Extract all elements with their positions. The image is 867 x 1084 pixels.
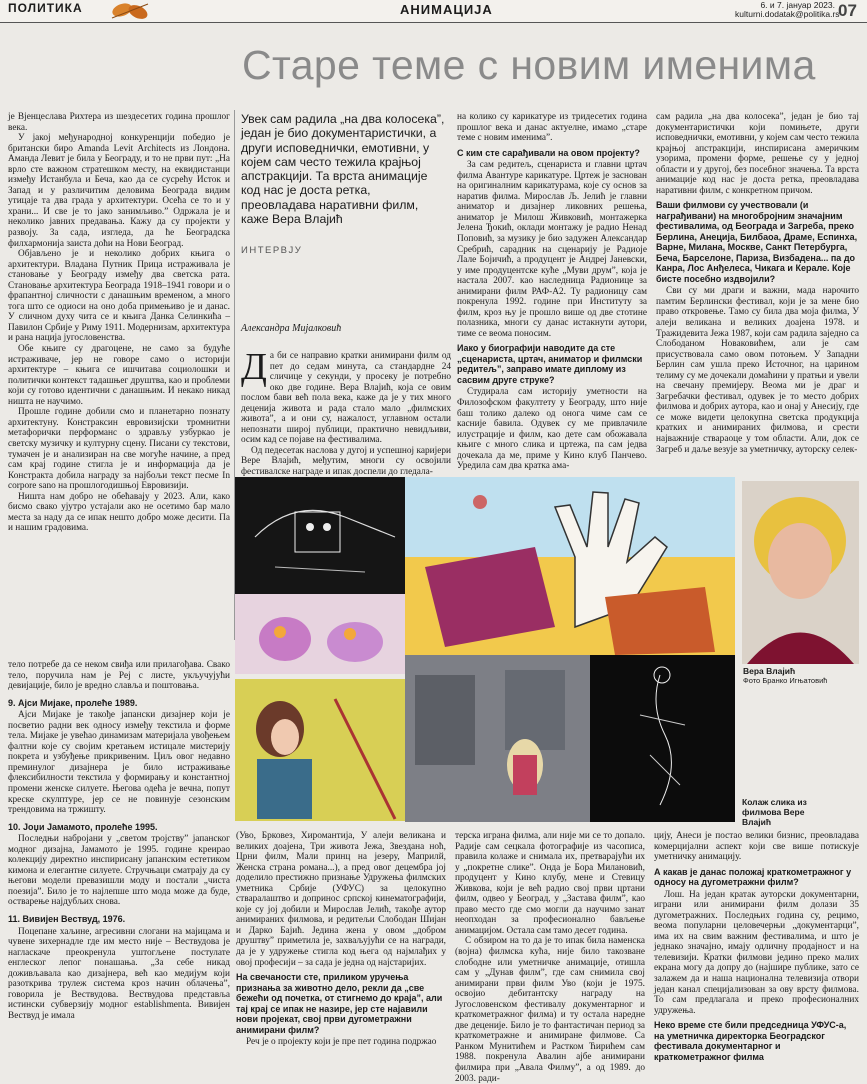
paragraph: Лош. На један кратак ауторски документарни, играни или анимирани филм долази 35 дугометражних. Последњих година су, рецимо, веома популарни целовечерњи „документарци”, има их на свим важним фестивалима, и што је једнако значајно, имају одличну продајност и на телевизији. Кратки филмови једино преко малих екрана могу да допру до (најшире публике, зато се залажем да и наша национална телевизија отвори један канал специјализован за ову врсту филмова. То сам предлагала и преко професионалних удружења. xyxy=(654,889,859,1016)
column-1-bottom xyxy=(8,660,230,1070)
film-still-dark-figure xyxy=(590,655,735,822)
author-byline: Александра Мијалковић xyxy=(241,323,342,334)
film-still-pink-figures xyxy=(235,594,405,674)
paragraph: (Уво, Брковез, Хиромантија, У алеји великана и великих доајена, Три живота Јежа, Звездана ноћ, Црни филм, Мали принц на језеру, Маприлй, Женска страна романа...), а пред овог децембра јој доделило престижно признање Удружења филмских уметника Србије (УФУС) за целокупно стваралаштво и допринос српској кинематографији, које су јој добили и Мирослав Јелић, такође аутор анимираних филмова, и редитељи Слободан Шијан и Дарко Бајић. Једина жена у овом „добром друштву” приметила је, захваљујући се на награди, да је у удружење стигла код њега од најмлађих у овој професији – за сада је једна од најстаријих. xyxy=(236,831,446,968)
paragraph: је Вјенцеслава Рихтера из шездесетих година прошлог века. xyxy=(8,112,230,133)
photo-credit: Фото Бранко Игњатовић xyxy=(743,676,828,685)
paragraph: Обе књиге су драгоцене, не само за будуће истраживаче, јер не говоре само о историји архитектуре – књига се ишчитава социолошки и политички контекст тадашњег друштва, као и проблеми који су готово идентични с данашњим. И некако никад ништа не научимо. xyxy=(8,344,230,407)
subheading: 9. Ајси Мијаке, пролеће 1989. xyxy=(8,697,138,708)
leaf-ornament-icon xyxy=(108,0,156,22)
drop-cap: Д xyxy=(241,346,267,388)
portrait-vera-vlajic xyxy=(742,481,859,664)
contact-email[interactable]: kulturni.dodatak@politika.rs xyxy=(735,9,840,19)
paragraph: тело потребе да се неком свиђа или прилагођава. Свако тело, поручила нам је Реј с листе, укључујући девијације, било је вредно славља и поштовања. xyxy=(8,660,230,692)
collage-caption: Колаж слика из филмова Вере Влајић xyxy=(742,797,807,827)
column-4-top xyxy=(656,112,859,477)
portrait-caption xyxy=(743,666,861,686)
column-3-top xyxy=(457,112,647,477)
paragraph: на колико су карикатуре из тридесетих година прошлог века и данас актуелне, имамо „старе теме с новим именима”. xyxy=(457,112,647,144)
paragraph: Сви су ми драги и важни, мада нарочито памтим Берлински фестивал, који је за мене био право откровење. Тамо су била два моја филма, У алеји великана и великих доајена 1978. и Тражидевита Јежа 1987, који сам радила заједно са Слободаном Новаковићем, али је сам присуствовала само овом потоњем. У Западни Берлин сам ушла преко Источног, на царином телиму су ме дочекали домаћини у пратњи и увели на свечану премијеру. Веома ми је драг и Загребачки фестивал, одувек је то место добрих филмова и добрих аутора, као и онај у Анесију, где се може видети целокупна светска продукција кратких и анимираних филмова, и срести најважније ствараоце у том области. Али, док се Загреб и даље везује за уметничку, ауторску селек- xyxy=(656,286,859,455)
film-still-room xyxy=(405,655,590,822)
question: Ваши филмови су учествовали (и награђивани) на многобројним значајним фестивалима, од Београда и Загреба, преко Берлина, Анеција, Билбаоа, Драме, Еспинха, Варне, Милана, Москве, Санкт Петербурга, Беча, Барселоне, Париза, Визбадена... па до Канра, Лос Анђелеса, Чикага и Керале. Које бисте посебно издвојили? xyxy=(656,200,858,284)
paragraph: терска играна филма, али није ми се то допало. Радије сам сецкала фотографије из часописа, правила колаже и снимала их, претварајући их у „покретне слике”. Онда је Бора Милановић, продуцент у Кино клубу, мене и Стевицу Живкова, који је већ радио свој први цртани филм, одвео у Београд, у „Застава филм”, као право место где смо могли да научимо занат неопходан за професионално бављење анимацијом. Остала сам тамо десет година. xyxy=(455,831,645,936)
paragraph: сам радила „на два колосека”, један је био тај документаристички који помињете, други исповеднички, емотивни, у којем сам често тежила крајњој апстракцији, инспирисана америчким узорима, промени форме, решење су у једној области и у другој, без посебног значења. Та врста анимације код нас је доста ретка, преовладава наративни филм, с конкретном причом. xyxy=(656,112,859,196)
article-lead: Увек сам радила „на два колосека”, један је био документаристички, а други исповеднички, емотивни, у којем сам често тежила крајњој апстракцији. Та врста анимације код нас је доста ретка, преовладава наративни филм, каже Вера Влајић xyxy=(241,112,445,227)
portrait-name: Вера Влајић xyxy=(743,666,796,676)
header-date-block xyxy=(735,0,840,19)
subheading: 11. Вивијен Вествуд, 1976. xyxy=(8,914,126,925)
paragraph: У јакој међународној конкуренцији победио је британски биро Amanda Levit Architects из Лондона. Аманда Левит је била у Београду, и то не први пут: „На врло сте важном стратешком месту, на еквидистанци између Истанбула и Беча, као да се сусрећу Исток и Запад и у различитим деловима Београда видим утицаје та два града у архитектури. Осећа се то и у храни... И све је то јако занимљиво.” Одржала је и неколико јавних предавања. Кажу да су пројекти у развоју. За сада, изгледа, да ће Београдска филхармонија заиста доћи на Нови Београд. xyxy=(8,133,230,249)
column-3-bottom xyxy=(455,831,645,1084)
intro-paragraph: а би се направио кратки анимирани филм од пет до седам минута, са стандардне 24 сличице у секунди, у просеку је потребно око две године. Вера Влајић, која се овим послом бави већ пола века, каже да је у тих много деценија живота и рада стало мало „филмских живота”, а и они су, нажалост, углавном остали непознати широј публици, практично невидљиви, осим кад се појаве на фестивалима. xyxy=(241,351,451,446)
column-1-top xyxy=(8,112,230,630)
film-still-hand-skyline xyxy=(405,477,735,655)
issue-date: 6. и 7. јануар 2023. xyxy=(760,0,835,10)
paragraph: Студирала сам историју уметности на Филозофском факултету у Београду, што није баш толико далеко од онога чиме сам се касније бавила. Одувек су ме привлачиле илустрације и филм, као дете сам обожавала књиге с много слика и цртежа, па сам једва дочекала да ме, приме у Кино клуб Панчево. Уредила сам два кратка ама- xyxy=(457,387,647,472)
paragraph: Поцепане хаљине, агресивни слогани на мајицама и чувене зихернадле где им место није – Вествудова је нагласкаче преокренула уштогљене постулате енглеског лепог понашања. „За себе никад доживљавала као дизајнера, већ као медијум који разоткрива трулеж система кроз начин облачења”, говорила је Вествудова. Вествудова представља истински субверзију модног establishmenta. Вивијен Вествуд је имала xyxy=(8,926,230,1021)
page-number: 07 xyxy=(838,1,857,20)
paragraph: Ајси Мијаке је такође јапански дизајнер који је посветио радни век односу између текстила и форме тела. Мијаке је увећао динамизам материјала увођењем фалтни које су својим кретањем истицале мистерију покрета и узбуђење прикривеним. Циљ овог недавно преминулог дизајнера је било истраживање флексибилности текстила у формирању и константној промени женске силуете. Његова одећа је вечна, попут креске скулптуре, јер се не повинује сезонским трендовима на тржишту. xyxy=(8,710,230,816)
paragraph: С обзиром на то да је то ипак била наменска (војна) филмска кућа, није било такозване слободне или уметничке анимације, отишла сам у „Дунав филм”, где сам снимила свој анимирани први филм Уво (који је 1975. освојио дебитантску награду на Југословенском фестивалу документарног и краткометражног филма) и ту остала наредне две деценије. Било је то фантастичан период за краткометражне и анимиране филмове. Са Ранком Мунитићем и Растком Ћирићем сам 1988. покренула Авалин ајбе анимирани филмира при „Авала Филму”, а од 1989. до 2003. ради- xyxy=(455,936,645,1084)
column-2-intro xyxy=(241,346,451,478)
question: Иако у биографији наводите да сте „сценариста, цртач, аниматор и филмски редитељ”, заправо имате диплому из сасвим друге струке? xyxy=(457,343,643,385)
newspaper-name: ПОЛИТИКА xyxy=(8,1,83,15)
paragraph: Реч је о пројекту који је пре пет година подржао xyxy=(246,1037,437,1048)
article-headline: Старе теме с новим именима xyxy=(242,42,816,88)
paragraph: Објављено је и неколико добрих књига о архитектури. Владана Путник Прица истраживала је становање у Београду између два светска рата. Становање архитектура Београда 1918–1941 говори и о фрапантној сличности с данашњим временом, а много тога што се одиоси на оно доба примењиво је и данас. У сличном духу чита се и књига Данка Селинкића – Павилон Србије у Риму 1911. Модернизам, архитектура и рана нација југословенства. xyxy=(8,249,230,344)
column-4-bottom xyxy=(654,831,859,1071)
section-title: АНИМАЦИЈА xyxy=(400,2,493,17)
paragraph: За сам редитељ, сценариста и главни цртач филма Авантуре карикатуре. Цртеж је заснован на оригиналним карикатурама, које су основ за наратив филма. Мирослав Љ. Јелић је главни аниматор и дизајнер ликовних решења, аниматор је Милош Живковић, монтажерка Јелена Ђокић, оклади монтажу је радио Ненад Поповић, за музику је био задужен Александар Сребрић, сарадник на сценарију је Радиоје Лале Бојичић, а продуцент је Андреј Јаневски, у име продуцентске куће „Муви друм”, која је настала 2007. као наследница Радионице за анимирани филм РАФ-А2. Ту радионицу сам покренула 1992. године при Институту за филм, кроз њу је прошло више од две стотине полазника, многи су данас истакнути аутори, тиме се веома поносим. xyxy=(457,160,647,339)
paragraph: Прошле године добили смо и планетарно познату архитектуну. Констраксин евровизијски тромнитни метафорички перформанс о здрављу узбуркао је светску музичку и културну сцену. Писани су текстови, тумачен је и анализиран на све могуће начине, а пред сам крај године стигла је и информација да је Констракта добила награду за најбољи текст песме In corpore sano на прошлогодишњој Евровизији. xyxy=(8,407,230,492)
question: На свечаности сте, приликом уручења признања за животно дело, рекли да „све бежећи од почетка, от стигнемо до краја”, али тај крај се ипак не назире, јер сте најавили нови пројекат, свој први дугометражни анимирани филм? xyxy=(236,972,443,1035)
column-2-bottom xyxy=(236,831,446,1071)
subheading: 10. Јоџи Јамамото, пролеће 1995. xyxy=(8,821,158,832)
rubric-label: ИНТЕРВЈУ xyxy=(241,245,303,256)
paragraph: Ништа нам добро не обећавају у 2023. Али, како бисмо свако ујутро устајали ако не осетимо бар мало места за наду да се ипак нешто добро може десити. Па и нашим градовима. xyxy=(8,491,230,534)
paragraph: цију, Анеси је постао велики бизнис, преовладава комерцијални аспект који све више потискује уметничку анимацију. xyxy=(654,831,859,863)
paragraph: Од педесетак наслова у дугој и успешној каријери Вере Влајић, међутим, многи су освојили фестивалске награде и ипак доспели до гледала- xyxy=(241,445,451,478)
film-still-sketch xyxy=(235,477,405,594)
question: А какав је данас положај краткометражног у односу на дугометражни филм? xyxy=(654,866,852,888)
film-still-woman xyxy=(235,679,405,821)
question: Неко време сте били председница УФУС-а, на уметничка директорка Београдског фестивала документарног и краткометражног филма xyxy=(654,1020,847,1062)
paragraph: Последњи набројани у „светом тројству” јапанског модног дизајна, Јамамото је 1995. године креирао колекцију директно инспирисану јапанским естетиком кимона и елегантне силуете. Стручњаци сматрају да су његови модели превазишли моду и постали „чиста поезија”. Било је то најлепше што мода може да буде, остварење најдубљих снова. xyxy=(8,834,230,908)
question: С ким сте сарађивали на овом пројекту? xyxy=(457,147,640,158)
